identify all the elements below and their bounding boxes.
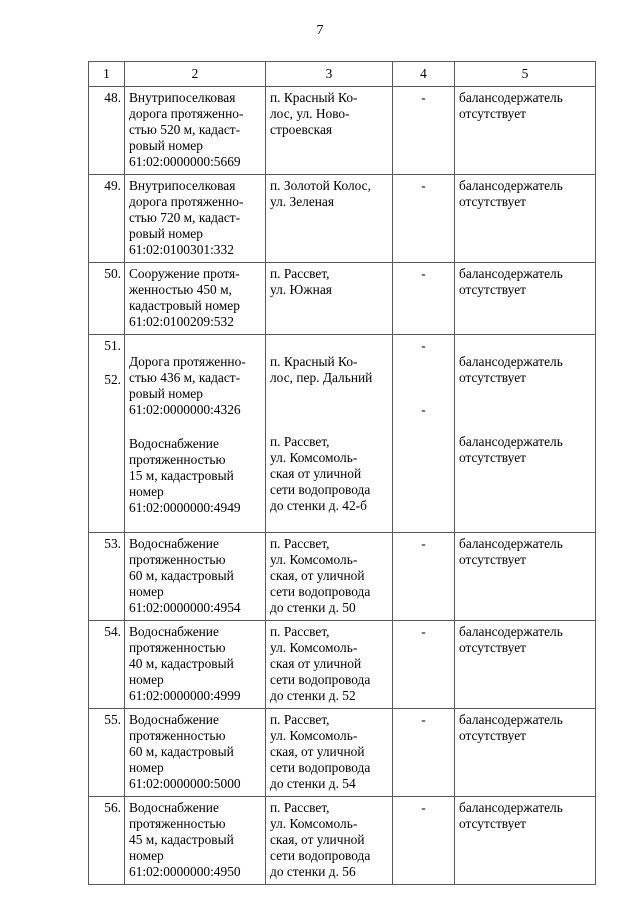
table-row (89, 709, 596, 797)
column-4-value: - (393, 709, 455, 797)
balance-holder: балансодержатель отсутствует (455, 175, 596, 263)
column-4-pair (393, 335, 455, 533)
row-number: 49. (89, 175, 125, 263)
object-description: Сооружение протя- женностью 450 м, кадастровый номер 61:02:0100209:532 (125, 263, 266, 335)
object-address: п. Рассвет, ул. Комсомоль- ская, от уличной сети водопровода до стенки д. 54 (266, 709, 393, 797)
balance-holder: балансодержатель отсутствует (455, 621, 596, 709)
table-row (89, 797, 596, 885)
object-address: п. Золотой Колос, ул. Зеленая (266, 175, 393, 263)
column-4-value: - (393, 533, 455, 621)
row-number: 51. (104, 338, 121, 353)
page-number: 7 (316, 23, 324, 38)
object-address: п. Рассвет, ул. Комсомоль- ская, от уличной сети водопровода до стенки д. 50 (266, 533, 393, 621)
object-description-pair (125, 335, 266, 533)
row-number: 55. (89, 709, 125, 797)
column-4-value: - (393, 87, 455, 175)
balance-holder: балансодержатель отсутствует (455, 533, 596, 621)
row-number: 56. (89, 797, 125, 885)
column-4-value: - (393, 621, 455, 709)
table-row (89, 335, 596, 533)
row-number: 48. (89, 87, 125, 175)
object-address: п. Рассвет, ул. Комсомоль- ская от уличной сети водопровода до стенки д. 52 (266, 621, 393, 709)
balance-holder: балансодержатель отсутствует (455, 87, 596, 175)
column-header: 2 (125, 62, 266, 87)
column-header: 4 (393, 62, 455, 87)
object-description: Внутрипоселковая дорога протяженно- стью 720 м, кадаст- ровый номер 61:02:0100301:332 (125, 175, 266, 263)
table-row (89, 87, 596, 175)
property-table (88, 61, 596, 885)
column-header: 3 (266, 62, 393, 87)
row-number: 54. (89, 621, 125, 709)
column-4-value: - (393, 263, 455, 335)
balance-holder: балансодержатель отсутствует (455, 263, 596, 335)
table-row (89, 263, 596, 335)
object-description: Водоснабжение протяженностью 60 м, кадастровый номер 61:02:0000000:5000 (125, 709, 266, 797)
table-row (89, 533, 596, 621)
balance-holder: балансодержатель отсутствует (455, 797, 596, 885)
balance-holder: балансодержатель отсутствует (459, 434, 563, 465)
table-header-row (89, 62, 596, 87)
balance-holder: балансодержатель отсутствует (455, 709, 596, 797)
object-address-pair (266, 335, 393, 533)
object-address: п. Красный Ко- лос, ул. Ново- строевская (266, 87, 393, 175)
object-description: Водоснабжение протяженностью 60 м, кадастровый номер 61:02:0000000:4954 (125, 533, 266, 621)
column-4-value: - (421, 402, 426, 417)
object-address: п. Рассвет, ул. Комсомоль- ская от уличной сети водопровода до стенки д. 42-б (270, 434, 371, 513)
object-address: п. Рассвет, ул. Южная (266, 263, 393, 335)
row-number: 53. (89, 533, 125, 621)
column-4-value: - (393, 797, 455, 885)
row-number: 52. (104, 372, 121, 387)
object-description: Водоснабжение протяженностью 40 м, кадастровый номер 61:02:0000000:4999 (125, 621, 266, 709)
table-row (89, 621, 596, 709)
object-description: Внутрипоселковая дорога протяженно- стью 520 м, кадаст- ровый номер 61:02:0000000:5669 (125, 87, 266, 175)
object-description: Водоснабжение протяженностью 15 м, кадастровый номер 61:02:0000000:4949 (129, 436, 241, 515)
row-number: 50. (89, 263, 125, 335)
row-number-pair (89, 335, 125, 533)
column-4-value: - (393, 175, 455, 263)
column-header: 1 (89, 62, 125, 87)
object-description: Водоснабжение протяженностью 45 м, кадастровый номер 61:02:0000000:4950 (125, 797, 266, 885)
column-header: 5 (455, 62, 596, 87)
object-description: Дорога протяженно- стью 436 м, кадаст- ровый номер 61:02:0000000:4326 (129, 354, 246, 417)
column-4-value: - (421, 338, 426, 353)
table-row (89, 175, 596, 263)
object-address: п. Красный Ко- лос, пер. Дальний (270, 354, 373, 385)
balance-holder-pair (455, 335, 596, 533)
object-address: п. Рассвет, ул. Комсомоль- ская, от уличной сети водопровода до стенки д. 56 (266, 797, 393, 885)
balance-holder: балансодержатель отсутствует (459, 354, 563, 385)
